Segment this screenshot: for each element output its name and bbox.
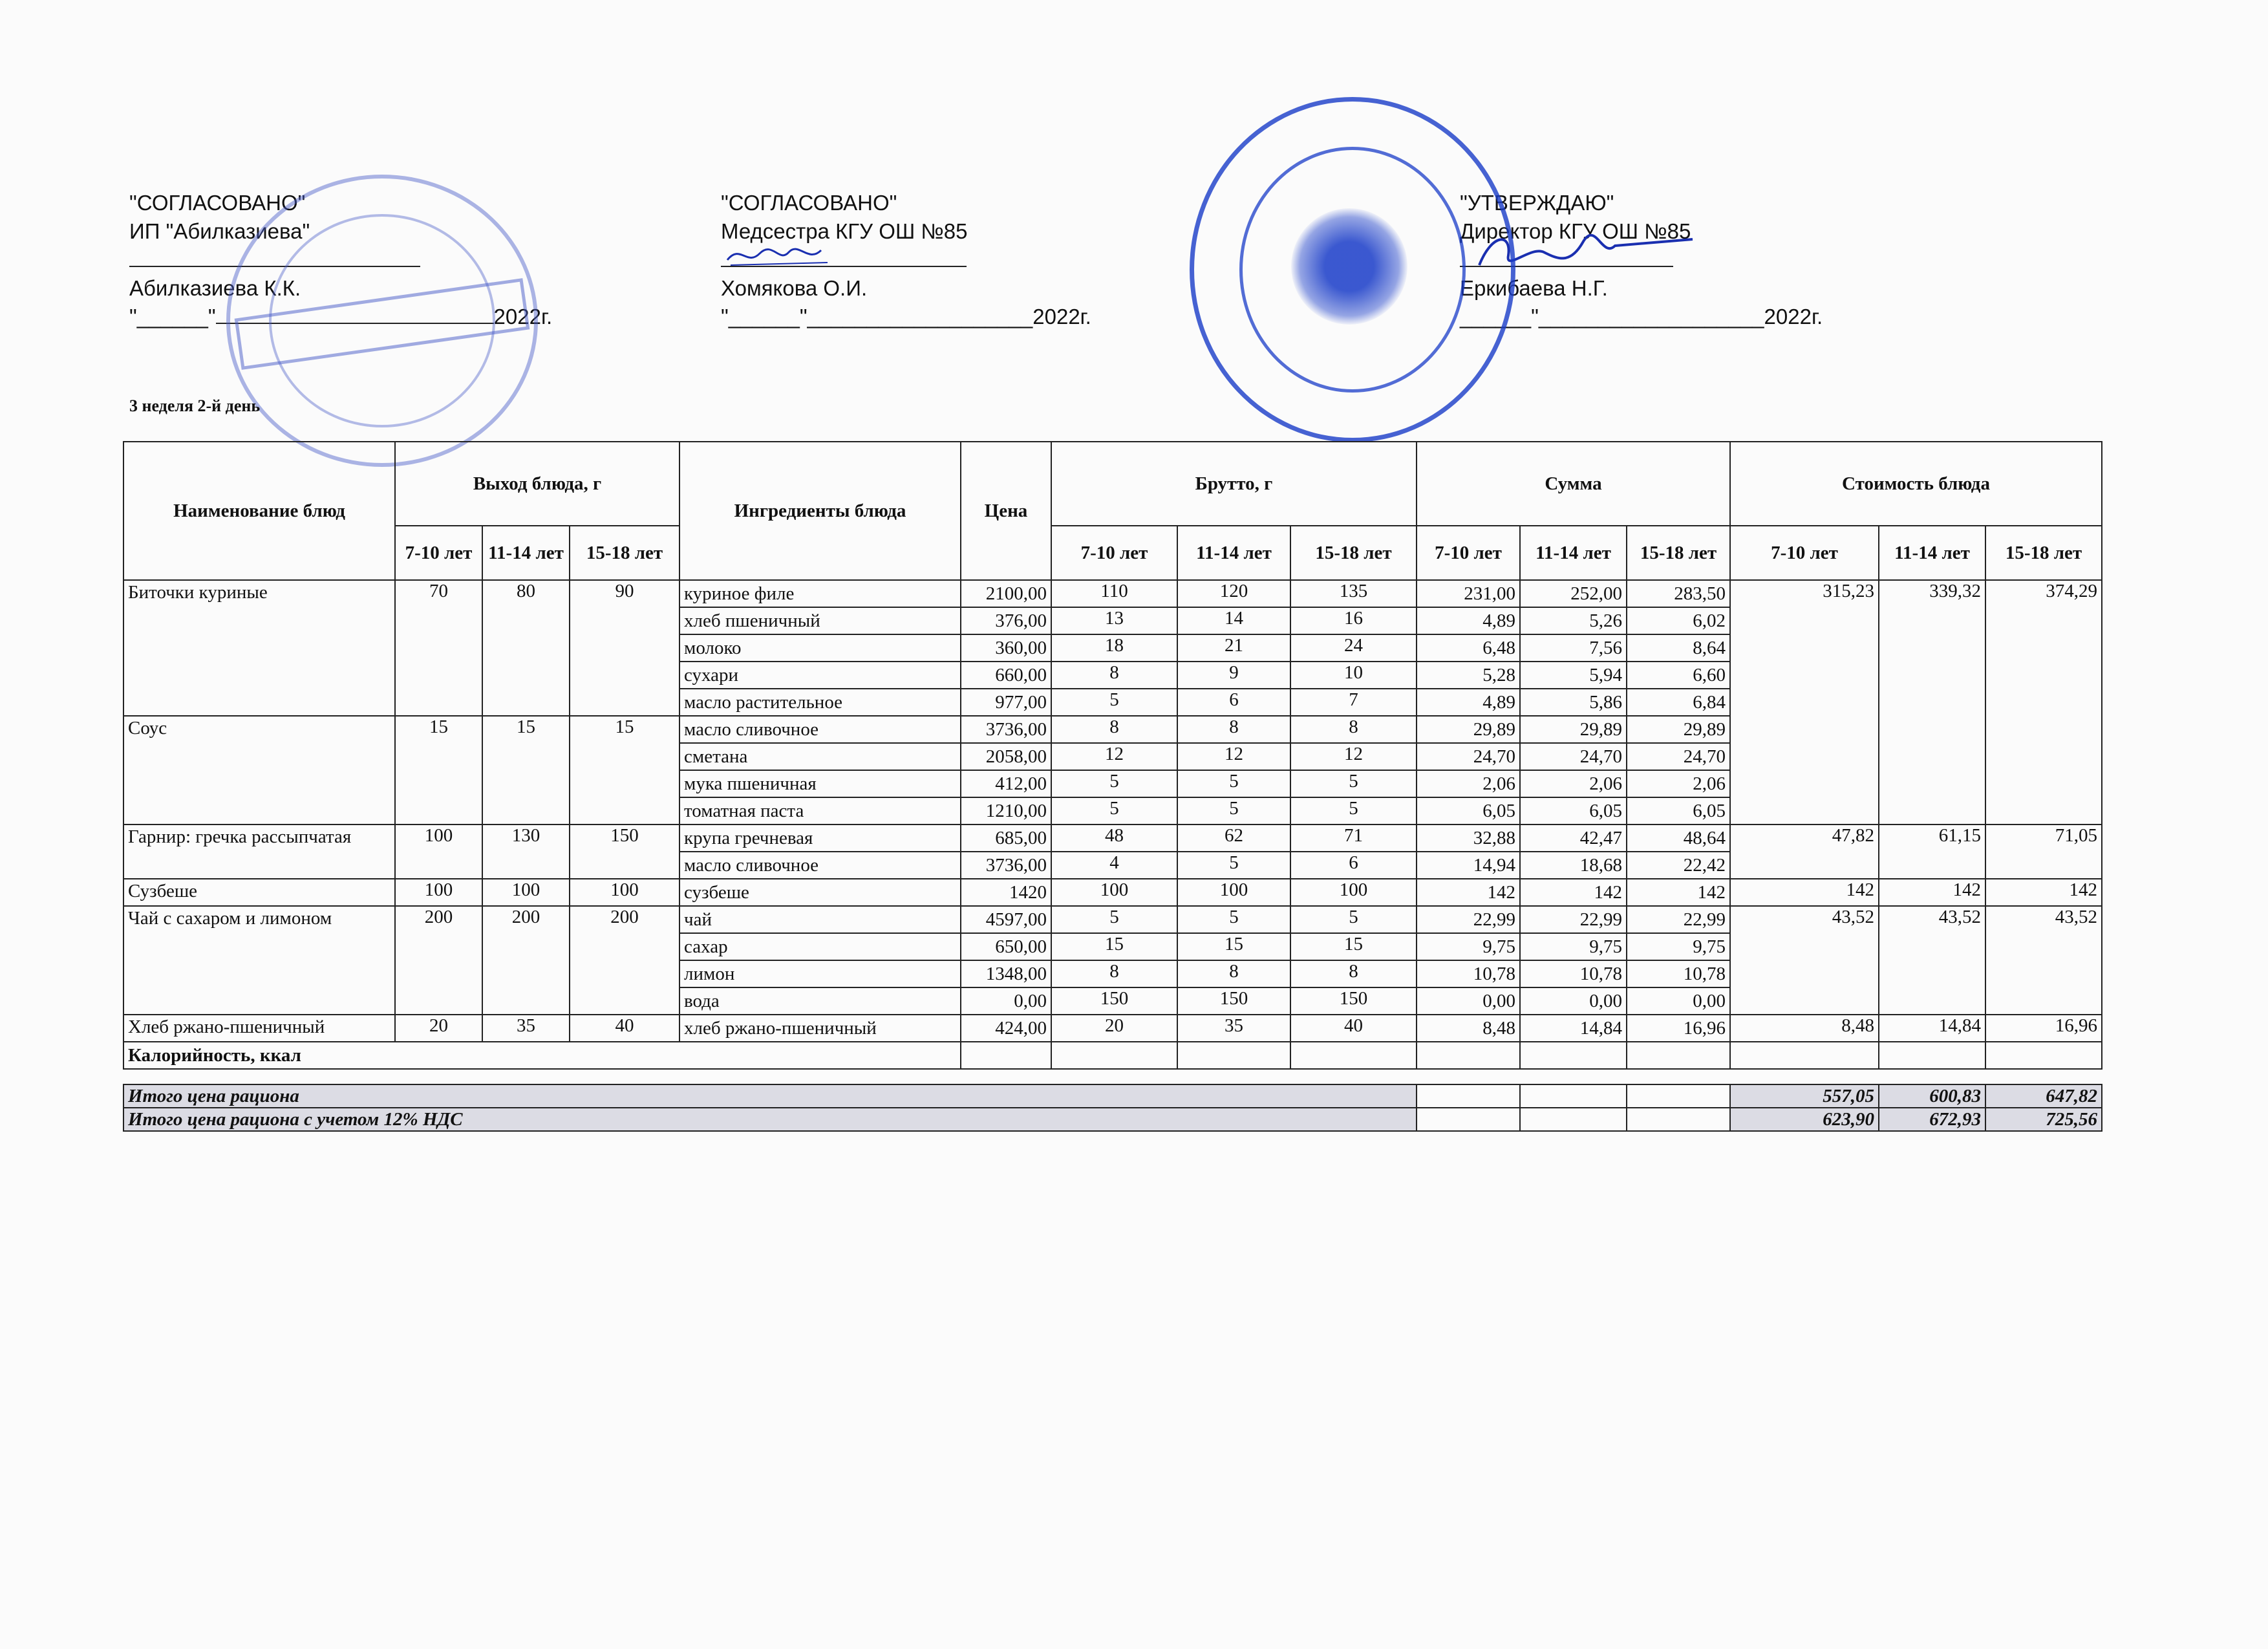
price: 0,00 <box>961 987 1051 1015</box>
gross-11-14: 8 <box>1177 960 1290 987</box>
price: 424,00 <box>961 1015 1051 1042</box>
sum-7-10: 24,70 <box>1417 743 1520 770</box>
sum-11-14: 6,05 <box>1520 797 1627 824</box>
table-cell <box>1730 1042 1879 1069</box>
price: 2058,00 <box>961 743 1051 770</box>
sum-15-18: 6,05 <box>1627 797 1730 824</box>
header-gross: Брутто, г <box>1051 442 1417 526</box>
cost-7-10: 8,48 <box>1730 1015 1879 1042</box>
gross-15-18: 8 <box>1290 716 1417 743</box>
gross-15-18: 6 <box>1290 852 1417 879</box>
cost-11-14: 142 <box>1879 879 1985 906</box>
sum-7-10: 4,89 <box>1417 689 1520 716</box>
table-cell <box>123 1069 2102 1084</box>
sum-11-14: 9,75 <box>1520 933 1627 960</box>
gross-15-18: 40 <box>1290 1015 1417 1042</box>
yield-7-10: 100 <box>395 879 482 906</box>
cost-15-18: 71,05 <box>1985 824 2102 879</box>
total-vat-value: 672,93 <box>1879 1108 1985 1131</box>
header-age: 7-10 лет <box>1417 526 1520 580</box>
sum-11-14: 14,84 <box>1520 1015 1627 1042</box>
sum-11-14: 18,68 <box>1520 852 1627 879</box>
sum-15-18: 10,78 <box>1627 960 1730 987</box>
header-age: 15-18 лет <box>570 526 679 580</box>
calories-row <box>123 1042 2102 1069</box>
approval-status: "УТВЕРЖДАЮ" <box>1460 191 1614 215</box>
sum-11-14: 5,94 <box>1520 662 1627 689</box>
total-vat-row <box>123 1108 2102 1131</box>
header-price: Цена <box>961 442 1051 580</box>
sum-15-18: 283,50 <box>1627 580 1730 607</box>
yield-15-18: 150 <box>570 824 679 879</box>
sum-15-18: 6,02 <box>1627 607 1730 634</box>
ingredient: мука пшеничная <box>679 770 961 797</box>
price: 2100,00 <box>961 580 1051 607</box>
table-cell <box>1879 1042 1985 1069</box>
ingredient: крупа гречневая <box>679 824 961 852</box>
ingredient: чай <box>679 906 961 933</box>
yield-7-10: 200 <box>395 906 482 1015</box>
table-cell <box>1520 1042 1627 1069</box>
gross-15-18: 24 <box>1290 634 1417 662</box>
gross-7-10: 150 <box>1051 987 1177 1015</box>
sum-7-10: 9,75 <box>1417 933 1520 960</box>
price: 360,00 <box>961 634 1051 662</box>
sum-15-18: 9,75 <box>1627 933 1730 960</box>
header-age: 7-10 лет <box>1051 526 1177 580</box>
table-cell <box>1985 1042 2102 1069</box>
gross-7-10: 12 <box>1051 743 1177 770</box>
gross-15-18: 5 <box>1290 770 1417 797</box>
gross-7-10: 5 <box>1051 906 1177 933</box>
gross-15-18: 7 <box>1290 689 1417 716</box>
sum-7-10: 4,89 <box>1417 607 1520 634</box>
yield-11-14: 130 <box>482 824 570 879</box>
gross-7-10: 8 <box>1051 716 1177 743</box>
total-vat-value: 725,56 <box>1985 1108 2102 1131</box>
approval-org: ИП "Абилказиева" <box>129 219 310 243</box>
gross-15-18: 135 <box>1290 580 1417 607</box>
yield-11-14: 35 <box>482 1015 570 1042</box>
yield-7-10: 70 <box>395 580 482 716</box>
approval-date: "______"___________________2022г. <box>721 305 1091 329</box>
sum-15-18: 6,84 <box>1627 689 1730 716</box>
gross-15-18: 71 <box>1290 824 1417 852</box>
sum-15-18: 22,42 <box>1627 852 1730 879</box>
gross-7-10: 15 <box>1051 933 1177 960</box>
yield-15-18: 100 <box>570 879 679 906</box>
sum-7-10: 10,78 <box>1417 960 1520 987</box>
gross-11-14: 62 <box>1177 824 1290 852</box>
cost-11-14: 14,84 <box>1879 1015 1985 1042</box>
table-row <box>123 906 2102 933</box>
approval-date-open: "______" <box>129 305 216 329</box>
table-cell <box>1627 1084 1730 1108</box>
header-age: 11-14 лет <box>1879 526 1985 580</box>
gross-15-18: 8 <box>1290 960 1417 987</box>
gross-15-18: 15 <box>1290 933 1417 960</box>
calories-label: Калорийность, ккал <box>123 1042 961 1069</box>
gross-11-14: 120 <box>1177 580 1290 607</box>
sum-7-10: 142 <box>1417 879 1520 906</box>
gross-7-10: 5 <box>1051 770 1177 797</box>
approval-name: Абилказиева К.К. <box>129 276 301 300</box>
menu-table-body <box>123 580 2102 1042</box>
gross-7-10: 4 <box>1051 852 1177 879</box>
sum-7-10: 2,06 <box>1417 770 1520 797</box>
cost-7-10: 43,52 <box>1730 906 1879 1015</box>
yield-15-18: 40 <box>570 1015 679 1042</box>
cost-15-18: 374,29 <box>1985 580 2102 824</box>
ingredient: сахар <box>679 933 961 960</box>
header-age: 15-18 лет <box>1627 526 1730 580</box>
sum-7-10: 29,89 <box>1417 716 1520 743</box>
yield-15-18: 200 <box>570 906 679 1015</box>
gross-11-14: 35 <box>1177 1015 1290 1042</box>
blank-row <box>123 1069 2102 1084</box>
yield-15-18: 90 <box>570 580 679 716</box>
ingredient: сметана <box>679 743 961 770</box>
header-cost: Стоимость блюда <box>1730 442 2102 526</box>
table-row <box>123 879 2102 906</box>
total-label: Итого цена рациона <box>123 1084 1417 1108</box>
approval-year: 2022г. <box>493 305 553 329</box>
approval-org: Директор КГУ ОШ №85 <box>1460 219 1691 243</box>
approval-date: ______"___________________2022г. <box>1460 305 1823 329</box>
menu-table <box>123 441 2102 1132</box>
total-value: 557,05 <box>1730 1084 1879 1108</box>
table-cell <box>961 1042 1051 1069</box>
ingredient: масло сливочное <box>679 716 961 743</box>
sum-15-18: 8,64 <box>1627 634 1730 662</box>
sum-15-18: 48,64 <box>1627 824 1730 852</box>
ingredient: куриное филе <box>679 580 961 607</box>
yield-11-14: 200 <box>482 906 570 1015</box>
ingredient: сузбеше <box>679 879 961 906</box>
gross-11-14: 6 <box>1177 689 1290 716</box>
gross-11-14: 5 <box>1177 797 1290 824</box>
total-row <box>123 1084 2102 1108</box>
sum-7-10: 8,48 <box>1417 1015 1520 1042</box>
gross-11-14: 21 <box>1177 634 1290 662</box>
ingredient: молоко <box>679 634 961 662</box>
table-cell <box>1417 1108 1520 1131</box>
sum-15-18: 142 <box>1627 879 1730 906</box>
sum-7-10: 231,00 <box>1417 580 1520 607</box>
sum-11-14: 10,78 <box>1520 960 1627 987</box>
price: 685,00 <box>961 824 1051 852</box>
sum-15-18: 24,70 <box>1627 743 1730 770</box>
cost-15-18: 16,96 <box>1985 1015 2102 1042</box>
yield-11-14: 100 <box>482 879 570 906</box>
header-age: 15-18 лет <box>1985 526 2102 580</box>
yield-11-14: 15 <box>482 716 570 824</box>
sum-15-18: 22,99 <box>1627 906 1730 933</box>
header-age: 11-14 лет <box>1520 526 1627 580</box>
gross-15-18: 5 <box>1290 906 1417 933</box>
price: 3736,00 <box>961 716 1051 743</box>
dish-name: Сузбеше <box>123 879 395 906</box>
gross-11-14: 5 <box>1177 852 1290 879</box>
approval-org: Медсестра КГУ ОШ №85 <box>721 219 968 243</box>
table-cell <box>1627 1108 1730 1131</box>
approval-middle <box>721 189 1091 331</box>
ingredient: масло сливочное <box>679 852 961 879</box>
sum-11-14: 2,06 <box>1520 770 1627 797</box>
header-age: 7-10 лет <box>1730 526 1879 580</box>
table-row <box>123 824 2102 852</box>
dish-name: Чай с сахаром и лимоном <box>123 906 395 1015</box>
price: 412,00 <box>961 770 1051 797</box>
header-dish-name: Наименование блюд <box>123 442 395 580</box>
cost-11-14: 43,52 <box>1879 906 1985 1015</box>
gross-7-10: 100 <box>1051 879 1177 906</box>
gross-7-10: 5 <box>1051 797 1177 824</box>
sum-15-18: 16,96 <box>1627 1015 1730 1042</box>
approval-name: Хомякова О.И. <box>721 276 868 300</box>
price: 650,00 <box>961 933 1051 960</box>
approval-status: "СОГЛАСОВАНО" <box>721 191 897 215</box>
gross-15-18: 100 <box>1290 879 1417 906</box>
gross-7-10: 8 <box>1051 960 1177 987</box>
sum-11-14: 0,00 <box>1520 987 1627 1015</box>
total-value: 647,82 <box>1985 1084 2102 1108</box>
gross-15-18: 5 <box>1290 797 1417 824</box>
sum-7-10: 0,00 <box>1417 987 1520 1015</box>
total-vat-value: 623,90 <box>1730 1108 1879 1131</box>
sum-11-14: 29,89 <box>1520 716 1627 743</box>
dish-name: Хлеб ржано-пшеничный <box>123 1015 395 1042</box>
sum-15-18: 2,06 <box>1627 770 1730 797</box>
gross-7-10: 5 <box>1051 689 1177 716</box>
sum-7-10: 5,28 <box>1417 662 1520 689</box>
cost-15-18: 142 <box>1985 879 2102 906</box>
ingredient: хлеб пшеничный <box>679 607 961 634</box>
gross-11-14: 12 <box>1177 743 1290 770</box>
header-age: 11-14 лет <box>482 526 570 580</box>
table-row <box>123 1015 2102 1042</box>
gross-11-14: 150 <box>1177 987 1290 1015</box>
cost-11-14: 61,15 <box>1879 824 1985 879</box>
sum-7-10: 22,99 <box>1417 906 1520 933</box>
sum-11-14: 42,47 <box>1520 824 1627 852</box>
header-age: 7-10 лет <box>395 526 482 580</box>
ingredient: сухари <box>679 662 961 689</box>
header-age: 15-18 лет <box>1290 526 1417 580</box>
header-yield: Выход блюда, г <box>395 442 679 526</box>
yield-15-18: 15 <box>570 716 679 824</box>
cost-15-18: 43,52 <box>1985 906 2102 1015</box>
gross-11-14: 14 <box>1177 607 1290 634</box>
gross-11-14: 15 <box>1177 933 1290 960</box>
table-cell <box>1051 1042 1177 1069</box>
price: 660,00 <box>961 662 1051 689</box>
cost-11-14: 339,32 <box>1879 580 1985 824</box>
gross-7-10: 8 <box>1051 662 1177 689</box>
sum-11-14: 7,56 <box>1520 634 1627 662</box>
sum-11-14: 22,99 <box>1520 906 1627 933</box>
header-ingredients: Ингредиенты блюда <box>679 442 961 580</box>
sum-7-10: 6,05 <box>1417 797 1520 824</box>
table-cell <box>1417 1084 1520 1108</box>
yield-7-10: 15 <box>395 716 482 824</box>
price: 1348,00 <box>961 960 1051 987</box>
cost-7-10: 315,23 <box>1730 580 1879 824</box>
sum-11-14: 5,26 <box>1520 607 1627 634</box>
table-cell <box>1627 1042 1730 1069</box>
sum-11-14: 5,86 <box>1520 689 1627 716</box>
seal-stamp-right <box>1190 97 1515 442</box>
sum-15-18: 29,89 <box>1627 716 1730 743</box>
gross-7-10: 48 <box>1051 824 1177 852</box>
table-cell <box>1417 1042 1520 1069</box>
ingredient: масло растительное <box>679 689 961 716</box>
week-day-label: 3 неделя 2-й день <box>129 396 261 415</box>
table-cell <box>1520 1084 1627 1108</box>
table-cell <box>1290 1042 1417 1069</box>
table-cell <box>1520 1108 1627 1131</box>
dish-name: Гарнир: гречка рассыпчатая <box>123 824 395 879</box>
price: 3736,00 <box>961 852 1051 879</box>
seal-stamp-left <box>226 175 538 467</box>
ingredient: томатная паста <box>679 797 961 824</box>
dish-name: Биточки куриные <box>123 580 395 716</box>
sum-11-14: 142 <box>1520 879 1627 906</box>
sum-15-18: 6,60 <box>1627 662 1730 689</box>
sum-7-10: 14,94 <box>1417 852 1520 879</box>
gross-11-14: 5 <box>1177 770 1290 797</box>
gross-11-14: 5 <box>1177 906 1290 933</box>
price: 4597,00 <box>961 906 1051 933</box>
approval-status: "СОГЛАСОВАНО" <box>129 191 306 215</box>
approval-name: Еркибаева Н.Г. <box>1460 276 1608 300</box>
dish-name: Соус <box>123 716 395 824</box>
gross-15-18: 150 <box>1290 987 1417 1015</box>
cost-7-10: 47,82 <box>1730 824 1879 879</box>
sum-11-14: 252,00 <box>1520 580 1627 607</box>
yield-7-10: 100 <box>395 824 482 879</box>
table-row <box>123 580 2102 607</box>
total-vat-label: Итого цена рациона с учетом 12% НДС <box>123 1108 1417 1131</box>
gross-7-10: 20 <box>1051 1015 1177 1042</box>
total-value: 600,83 <box>1879 1084 1985 1108</box>
gross-11-14: 9 <box>1177 662 1290 689</box>
gross-7-10: 18 <box>1051 634 1177 662</box>
header-age: 11-14 лет <box>1177 526 1290 580</box>
price: 977,00 <box>961 689 1051 716</box>
sum-15-18: 0,00 <box>1627 987 1730 1015</box>
yield-11-14: 80 <box>482 580 570 716</box>
gross-7-10: 13 <box>1051 607 1177 634</box>
header-sum: Сумма <box>1417 442 1730 526</box>
price: 376,00 <box>961 607 1051 634</box>
yield-7-10: 20 <box>395 1015 482 1042</box>
ingredient: хлеб ржано-пшеничный <box>679 1015 961 1042</box>
emblem-icon <box>1291 208 1407 325</box>
ingredient: вода <box>679 987 961 1015</box>
price: 1420 <box>961 879 1051 906</box>
gross-11-14: 100 <box>1177 879 1290 906</box>
ingredient: лимон <box>679 960 961 987</box>
gross-15-18: 12 <box>1290 743 1417 770</box>
cost-7-10: 142 <box>1730 879 1879 906</box>
price: 1210,00 <box>961 797 1051 824</box>
handwritten-signature <box>724 241 853 273</box>
sum-7-10: 32,88 <box>1417 824 1520 852</box>
sum-7-10: 6,48 <box>1417 634 1520 662</box>
gross-11-14: 8 <box>1177 716 1290 743</box>
table-cell <box>1177 1042 1290 1069</box>
sum-11-14: 24,70 <box>1520 743 1627 770</box>
gross-7-10: 110 <box>1051 580 1177 607</box>
gross-15-18: 10 <box>1290 662 1417 689</box>
gross-15-18: 16 <box>1290 607 1417 634</box>
